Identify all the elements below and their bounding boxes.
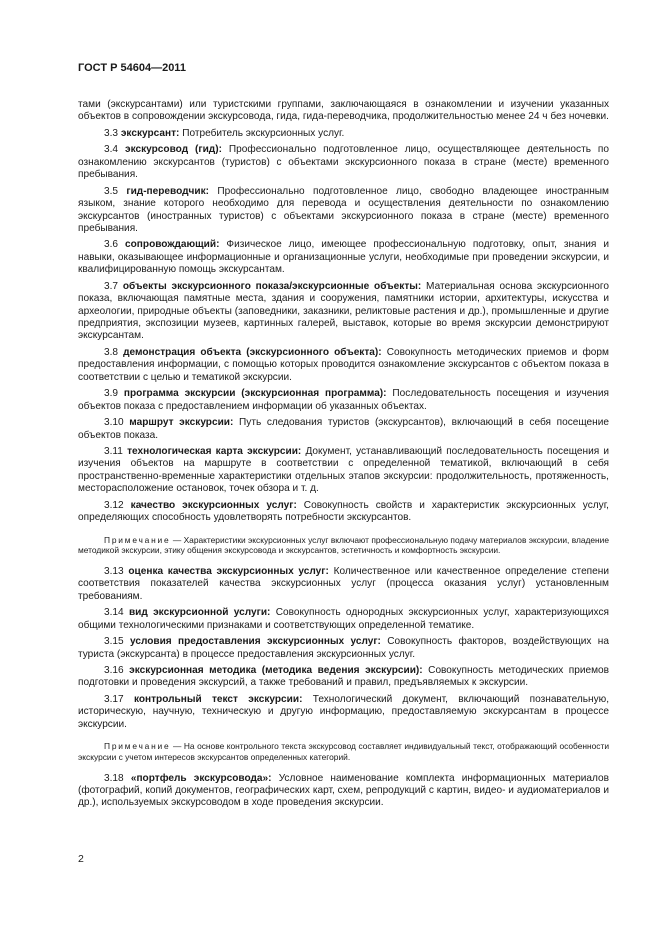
definition-3-7: 3.7 объекты экскурсионного показа/экскурсионные объекты: Материальная основа экскурсионного показа, включающая памятные места, здания и сооружения, памятники истории, архитектуры, искусства и археологии, природные объекты (заповедники, заказники, реликтовые растения и др.), промышленные и другие предприятия, экспозиции музеев, картинных галерей, выставок, которые во время экскурсии демонстрируют экскурсантам. [78,280,609,342]
definition-3-16: 3.16 экскурсионная методика (методика ведения экскурсии): Совокупность методических приемов подготовки и проведения экскурсий, а также требований и правил, предъявляемых к экскурсии. [78,665,610,689]
definition-3-6: 3.6 сопровождающий: Физическое лицо, имеющее профессиональную подготовку, опыт, знания и навыки, оказывающее информационные и организационные услуги, необходимые при проведении экскурсии, и квалифицированную помощь экскурсантам. [78,239,609,276]
intro-paragraph: тами (экскурсантами) или туристскими группами, заключающаяся в ознакомлении и изучении указанных объектов в сопровождении экскурсовода, гида, гида-переводчика, продолжительностью менее 24 ч без ночевки. [78,99,609,123]
note-2: Примечание — На основе контрольного текста экскурсовод составляет индивидуальный текст, отображающий особенности экскурсии с учетом интересов экскурсантов определенных категорий. [78,741,610,762]
definition-3-18: 3.18 «портфель экскурсовода»: Условное наименование комплекта информационных материалов (фотографий, копий документов, географических карт, схем, репродукций с картин, видео- и аудиоматериалов и др.), используемых экскурсоводом в ходе проведения экскурсии. [78,772,610,809]
definition-3-11: 3.11 технологическая карта экскурсии: Документ, устанавливающий последовательность посещения и изучения объектов на маршруте в соответствии с определенной тематикой, включающий в себя пространственно-временные характеристики отдельных этапов экскурсии: продолжительность, протяженность, месторасположение остановок, точек обзора и т. д. [78,446,610,495]
definition-3-4: 3.4 экскурсовод (гид): Профессионально подготовленное лицо, осуществляющее деятельность по ознакомлению экскурсантов (туристов) с объектами экскурсионного показа в стране (месте) временного пребывания. [78,144,609,181]
definition-3-9: 3.9 программа экскурсии (экскурсионная программа): Последовательность посещения и изучения объектов показа с предоставлением информации об указанных объектах. [78,388,609,412]
definition-3-8: 3.8 демонстрация объекта (экскурсионного объекта): Совокупность методических приемов и форм предоставления информации, с помощью которых проводится ознакомление экскурсантов с объектом показа в соответствии с целью и тематикой экскурсии. [78,346,609,383]
definition-3-15: 3.15 условия предоставления экскурсионных услуг: Совокупность факторов, воздействующих на туриста (экскурсанта) в процессе предоставления экскурсионных услуг. [78,636,609,660]
definition-3-10: 3.10 маршрут экскурсии: Путь следования туристов (экскурсантов), включающий в себя посещение объектов показа. [78,417,609,441]
document-body [78,99,609,810]
page-number: 2 [78,853,84,865]
definition-3-5: 3.5 гид-переводчик: Профессионально подготовленное лицо, свободно владеющее иностранным языком, знание которого необходимо для перевода и осуществления деятельности по ознакомлению экскурсантов (иностранных туристов) с объектами экскурсионного показа в стране (месте) временного пребывания. [78,185,609,234]
note-1: Примечание — Характеристики экскурсионных услуг включают профессиональную подачу материалов экскурсии, владение методикой экскурсии, этику общения экскурсовода и экскурсантов, эстетичность и комфортность экскурсии. [78,534,610,556]
definition-3-13: 3.13 оценка качества экскурсионных услуг: Количественное или качественное определение степени соответствия показателей качества экскурсионных услуг (процесса оказания услуг) установленным требованиям. [78,565,609,602]
definition-3-17: 3.17 контрольный текст экскурсии: Технологический документ, включающий познавательную, историческую, научную, техническую и другую информацию, предоставляемую экскурсантам в процессе экскурсии. [78,693,610,730]
document-header: ГОСТ Р 54604—2011 [78,62,186,74]
definition-3-12: 3.12 качество экскурсионных услуг: Совокупность свойств и характеристик экскурсионных услуг, определяющих способность удовлетворять потребности экскурсантов. [78,499,609,524]
definition-3-14: 3.14 вид экскурсионной услуги: Совокупность однородных экскурсионных услуг, характеризующихся общими технологическими признаками и соответствующих определенной тематике. [78,607,609,631]
definition-3-3: 3.3 экскурсант: Потребитель экскурсионных услуг. [104,127,345,139]
